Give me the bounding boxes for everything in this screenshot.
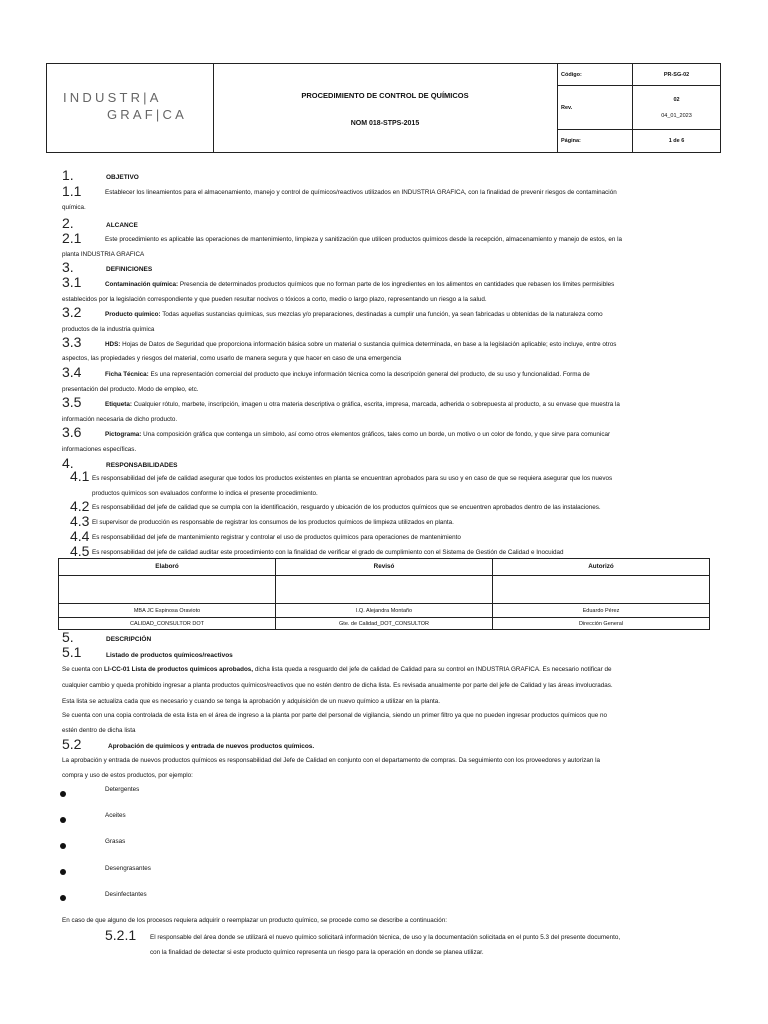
section-title: DESCRIPCIÓN <box>106 636 152 643</box>
paragraph-line: El responsable del área donde se utilizará el nuevo químico solicitará información técnica, de uso y la documentación solicitada en el punto 5.3 del presente documento, <box>150 934 621 941</box>
code-value-cell <box>632 64 720 85</box>
meta-code-row <box>557 64 720 86</box>
section-title: RESPONSABILIDADES <box>106 462 178 469</box>
list-reference: LI-CC-01 Lista de productos químicos aprobados, <box>104 666 254 673</box>
page-label: Página: <box>561 138 581 144</box>
signer-role: Dirección General <box>493 621 709 627</box>
paragraph-line: Es responsabilidad del jefe de calidad auditar este procedimiento con la finalidad de verificar el grado de cumplimiento con el Sistema de Gestión de Calidad e Inocuidad <box>92 549 564 556</box>
signer-role: Gte. de Calidad_DOT_CONSULTOR <box>276 621 492 627</box>
paragraph-line: compra y uso de estos productos, por ejemplo: <box>62 772 193 779</box>
signature-space <box>276 575 492 604</box>
rev-value: 02 <box>673 97 680 103</box>
subsection-number: 2.1 <box>62 230 82 246</box>
subsection-number: 1.1 <box>62 183 82 199</box>
signature-column <box>493 559 709 629</box>
paragraph-line: planta INDUSTRIA GRAFICA <box>62 251 145 258</box>
page-value-cell <box>632 130 720 152</box>
paragraph-line: presentación del producto. Modo de empleo, etc. <box>62 386 199 393</box>
paragraph-line: Ficha Técnica: Es una representación comercial del producto que incluye información técnica como la descripción general del producto, de su uso y funcionalidad. Forma de <box>105 371 590 378</box>
bullet-icon <box>60 843 66 849</box>
document-header <box>46 63 721 153</box>
subsection-number: 3.1 <box>62 274 82 290</box>
meta-rev-row <box>557 86 720 130</box>
subsection-number: 5.2.1 <box>105 927 137 943</box>
paragraph-line: Producto químico: Todas aquellas sustancias químicas, sus mezclas y/o preparaciones, destinadas a cumplir una función, ya sean fabricadas u obtenidas de la naturaleza como <box>105 311 603 318</box>
subsection-number: 5.2 <box>62 736 82 752</box>
section-number: 4. <box>62 455 74 471</box>
signature-header: Autorizó <box>493 559 709 576</box>
list-item: Grasas <box>105 838 126 845</box>
section-title: DEFINICIONES <box>106 266 153 273</box>
paragraph-line: Se cuenta con una copia controlada de esta lista en el área de ingreso a la planta por parte del personal de vigilancia, siendo un primer filtro ya que no pueden ingresar productos químicos que no <box>62 712 608 719</box>
rev-date: 04_01_2023 <box>661 113 692 119</box>
subsection-title: Listado de productos químicos/reactivos <box>106 652 233 659</box>
list-item: Desengrasantes <box>105 865 151 872</box>
list-item: Aceites <box>105 812 126 819</box>
list-item: Detergentes <box>105 786 140 793</box>
signature-space <box>59 575 275 604</box>
paragraph-line: aspectos, las propiedades y riesgos del material, como usarlo de manera segura y que hacer en caso de una emergencia <box>62 355 402 362</box>
subsection-number: 4.3 <box>70 513 90 529</box>
paragraph-line: estén dentro de dicha lista <box>62 727 136 734</box>
subsection-title: Aprobación de químicos y entrada de nuevos productos químicos. <box>108 743 315 750</box>
paragraph-line: Se cuenta con LI-CC-01 Lista de productos químicos aprobados, dicha lista queda a resguardo del jefe de calidad de Calidad para su control en INDUSTRIA GRAFICA. Es necesario notificar de <box>62 666 612 673</box>
paragraph-line: Establecer los lineamientos para el almacenamiento, manejo y control de químicos/reactivos utilizados en INDUSTRIA GRAFICA, con la finalidad de prevenir riesgos de contaminación <box>105 189 617 196</box>
paragraph-line: química. <box>62 204 86 211</box>
subsection-number: 4.5 <box>70 543 90 559</box>
paragraph-line: Este procedimiento es aplicable las operaciones de mantenimiento, limpieza y sanitización que utilicen productos químicos desde la recepción, almacenamiento y manejo de estos, en la <box>105 236 622 243</box>
paragraph-line: establecidos por la legislación correspondiente y que pueden resultar nocivos o tóxicos a corto, medio o largo plazo, representando un riesgo a la salud. <box>62 296 487 303</box>
paragraph-line: con la finalidad de detectar si este producto químico representa un riesgo para la operación en donde se planea utilizar. <box>150 949 484 956</box>
paragraph-line: Esta lista se actualiza cada que es necesario y cuando se tenga la aprobación y adquisición de un nuevo químico a utilizar en la planta. <box>62 698 441 705</box>
paragraph-line: La aprobación y entrada de nuevos productos químicos es responsabilidad del Jefe de Calidad en conjunto con el departamento de compras. Da seguimiento con los proveedores y autorizan la <box>62 757 601 764</box>
subsection-number: 3.4 <box>62 364 82 380</box>
signature-header: Revisó <box>276 559 492 576</box>
paragraph-line: productos de la industria química <box>62 326 155 333</box>
signature-table <box>58 558 710 630</box>
subsection-number: 5.1 <box>62 644 82 660</box>
section-number: 3. <box>62 259 74 275</box>
section-title: OBJETIVO <box>106 174 139 181</box>
paragraph-line: En caso de que alguno de los procesos requiera adquirir o reemplazar un producto químico, se procede como se describe a continuación: <box>62 917 448 924</box>
paragraph-line: Contaminación química: Presencia de determinados productos químicos que no forman parte de los ingredientes en los alimentos en cantidades que rebasen los límites permisibles <box>105 281 615 288</box>
signature-column <box>276 559 493 629</box>
bullet-icon <box>60 791 66 797</box>
rev-value-cell <box>632 86 720 129</box>
rev-label: Rev. <box>561 105 573 111</box>
signer-name: I.Q. Alejandra Montaño <box>355 608 413 614</box>
bullet-icon <box>60 817 66 823</box>
definition-term: Contaminación química: <box>105 281 179 288</box>
paragraph-line: cualquier cambio y queda prohibido ingresar a planta productos químicos/reactivos que no estén dentro de dicha lista. Es revisada anualmente por parte del jefe de Calidad y las áreas involucradas. <box>62 682 613 689</box>
subsection-number: 3.5 <box>62 394 82 410</box>
bullet-icon <box>60 869 66 875</box>
definition-term: Producto químico: <box>105 311 161 318</box>
subsection-number: 3.2 <box>62 304 82 320</box>
header-title-cell <box>213 64 558 152</box>
meta-page-row <box>557 130 720 152</box>
paragraph-line: Pictograma: Una composición gráfica que contenga un símbolo, así como otros elementos gráficos, tales como un borde, un motivo o un color de fondo, y que sirve para comunicar <box>105 431 611 438</box>
subsection-number: 4.1 <box>70 468 90 484</box>
signature-space <box>493 575 709 604</box>
paragraph-line: Es responsabilidad del jefe de mantenimiento registrar y controlar el uso de productos químicos para operaciones de mantenimiento <box>92 534 461 541</box>
subsection-number: 3.3 <box>62 334 82 350</box>
section-number: 5. <box>62 629 74 645</box>
signer-name: MBA JC Espinosa Oravioto <box>133 608 201 614</box>
header-meta <box>557 64 720 152</box>
logo-line-1: INDUSTR|A <box>63 90 162 105</box>
signature-column <box>59 559 276 629</box>
signer-role: CALIDAD_CONSULTOR DOT <box>59 621 275 627</box>
definition-term: Etiqueta: <box>105 401 132 408</box>
document-norm: NOM 018-STPS-2015 <box>350 120 420 127</box>
code-label: Código: <box>561 72 582 78</box>
signer-name: Eduardo Pérez <box>582 608 620 614</box>
paragraph-line: información necesaria de dicho producto. <box>62 416 178 423</box>
list-item: Desinfectantes <box>105 891 147 898</box>
bullet-icon <box>60 895 66 901</box>
definition-term: Ficha Técnica: <box>105 371 149 378</box>
subsection-number: 4.4 <box>70 528 90 544</box>
document-title: PROCEDIMIENTO DE CONTROL DE QUÍMICOS <box>301 91 469 100</box>
paragraph-line: El supervisor de producción es responsable de registrar los consumos de los productos químicos de limpieza utilizados en planta. <box>92 519 454 526</box>
subsection-number: 3.6 <box>62 424 82 440</box>
code-value: PR-SG-02 <box>663 72 690 78</box>
section-number: 2. <box>62 215 74 231</box>
section-title: ALCANCE <box>106 222 138 229</box>
definition-term: Pictograma: <box>105 431 142 438</box>
paragraph-line: HDS: Hojas de Datos de Seguridad que proporciona información básica sobre un material o sustancia química determinada, en base a la legislación aplicable; esto incluye, entre otros <box>105 341 617 348</box>
definition-term: HDS: <box>105 341 121 348</box>
company-logo <box>47 64 214 152</box>
paragraph-line: informaciones específicas. <box>62 446 137 453</box>
logo-line-2: GRAF|CA <box>107 107 187 122</box>
paragraph-line: Etiqueta: Cualquier rótulo, marbete, inscripción, imagen u otra materia descriptiva o gráfica, escrita, impresa, marcada, adherida o sobrepuesta al producto, a su envase que muestra la <box>105 401 620 408</box>
paragraph-line: productos químicos son evaluados conforme lo indica el presente procedimiento. <box>92 490 318 497</box>
subsection-number: 4.2 <box>70 498 90 514</box>
section-number: 1. <box>62 167 74 183</box>
signature-header: Elaboró <box>59 559 275 576</box>
paragraph-line: Es responsabilidad del jefe de calidad asegurar que todos los productos existentes en planta se encuentran aprobados para su uso y en caso de que se requiera asegurar que los nuevos <box>92 475 613 482</box>
page-value: 1 de 6 <box>668 138 685 144</box>
paragraph-line: Es responsabilidad del jefe de calidad que se cumpla con la identificación, resguardo y ubicación de los productos químicos que se encuentren aprobados dentro de las instalaciones. <box>92 504 601 511</box>
